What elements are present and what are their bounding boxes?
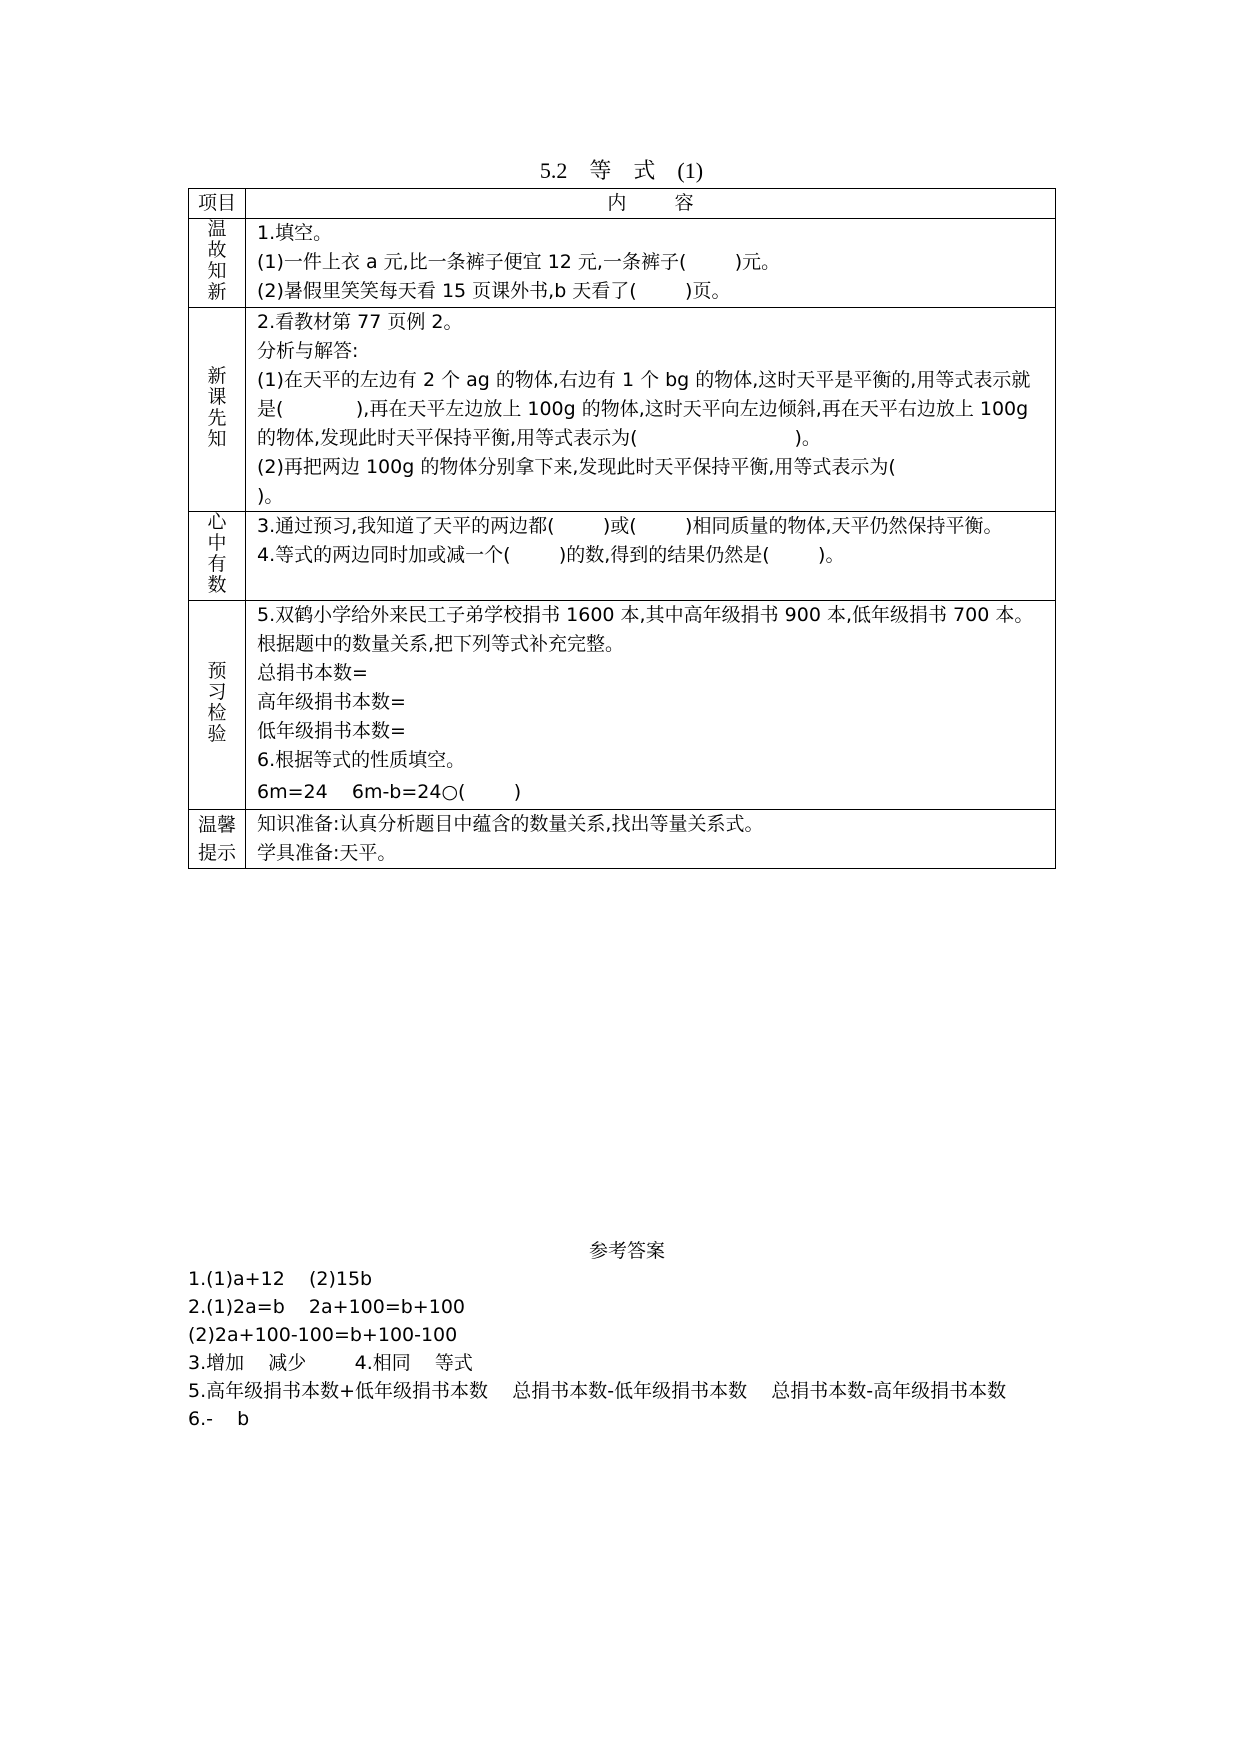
row-content-cell — [246, 308, 1056, 512]
page-title: 5.2 等 式 (1) — [539, 158, 704, 183]
content-line: 5.双鹤小学给外来民工子弟学校捐书 1600 本,其中高年级捐书 900 本,低年级捐书 700 本。根据题中的数量关系,把下列等式补充完整。 — [257, 604, 1034, 655]
content-line: 6m=24 6m-b=24○( ) — [257, 781, 522, 803]
content-line: 知识准备:认真分析题目中蕴含的数量关系,找出等量关系式。 — [257, 813, 764, 835]
row-label: 新课先知 — [207, 364, 227, 450]
row-label-cell — [189, 601, 246, 810]
content-line: (1)一件上衣 a 元,比一条裤子便宜 12 元,一条裤子( )元。 — [257, 251, 781, 273]
header-content-label: 内 容 — [607, 192, 694, 214]
answer-line: 2.(1)2a=b 2a+100=b+100 — [188, 1296, 465, 1318]
answer-line: 6.- b — [188, 1408, 250, 1430]
answer-line: 5.高年级捐书本数+低年级捐书本数 总捐书本数-低年级捐书本数 总捐书本数-高年级捐书本数 — [188, 1380, 1007, 1402]
content-line: 2.看教材第 77 页例 2。 — [257, 311, 463, 333]
row-content-cell — [246, 810, 1056, 869]
row-label: 温馨提示 — [197, 813, 236, 864]
answer-title: 参考答案 — [588, 1240, 665, 1262]
row-label: 预习检验 — [207, 660, 227, 745]
row-label-cell — [189, 219, 246, 308]
row-label-cell — [189, 308, 246, 512]
answer-line: (2)2a+100-100=b+100-100 — [188, 1324, 458, 1346]
content-line: (2)再把两边 100g 的物体分别拿下来,发现此时天平保持平衡,用等式表示为( )。 — [257, 456, 1053, 507]
table-row-preview-check — [189, 601, 1056, 810]
content-line: 学具准备:天平。 — [257, 842, 397, 864]
content-line: 6.根据等式的性质填空。 — [257, 749, 466, 771]
content-line: 低年级捐书本数= — [257, 720, 406, 742]
table-row-new-lesson — [189, 308, 1056, 512]
row-content-cell — [246, 512, 1056, 601]
row-label: 心中有数 — [207, 511, 227, 596]
table-row-tips — [189, 810, 1056, 869]
header-item-cell — [189, 189, 246, 219]
header-item-label: 项目 — [197, 192, 236, 214]
row-label: 温故知新 — [207, 218, 227, 303]
table-header-row — [189, 189, 1056, 219]
content-line: 高年级捐书本数= — [257, 691, 406, 713]
table-row-review — [189, 219, 1056, 308]
table-row-reflection — [189, 512, 1056, 601]
content-line: 总捐书本数= — [257, 662, 368, 684]
answer-line: 1.(1)a+12 (2)15b — [188, 1268, 373, 1290]
content-line: 1.填空。 — [257, 222, 333, 244]
row-label-cell — [189, 512, 246, 601]
content-line: (2)暑假里笑笑每天看 15 页课外书,b 天看了( )页。 — [257, 280, 731, 302]
header-content-cell — [246, 189, 1056, 219]
worksheet-table — [188, 188, 1056, 869]
content-line: (1)在天平的左边有 2 个 ag 的物体,右边有 1 个 bg 的物体,这时天平是平衡的,用等式表示就是( ),再在天平左边放上 100g 的物体,这时天平向左边倾斜,再在天平右边放上 100g 的物体,发现此时天平保持平衡,用等式表示为( )。 — [257, 369, 1035, 449]
content-line: 4.等式的两边同时加或减一个( )的数,得到的结果仍然是( )。 — [257, 544, 845, 566]
row-label-cell — [189, 810, 246, 869]
content-line: 分析与解答: — [257, 340, 359, 362]
answer-section — [188, 1237, 1056, 1433]
content-line: 3.通过预习,我知道了天平的两边都( )或( )相同质量的物体,天平仍然保持平衡。 — [257, 515, 1003, 537]
row-content-cell — [246, 219, 1056, 308]
answer-line: 3.增加 减少 4.相同 等式 — [188, 1352, 473, 1374]
row-content-cell — [246, 601, 1056, 810]
